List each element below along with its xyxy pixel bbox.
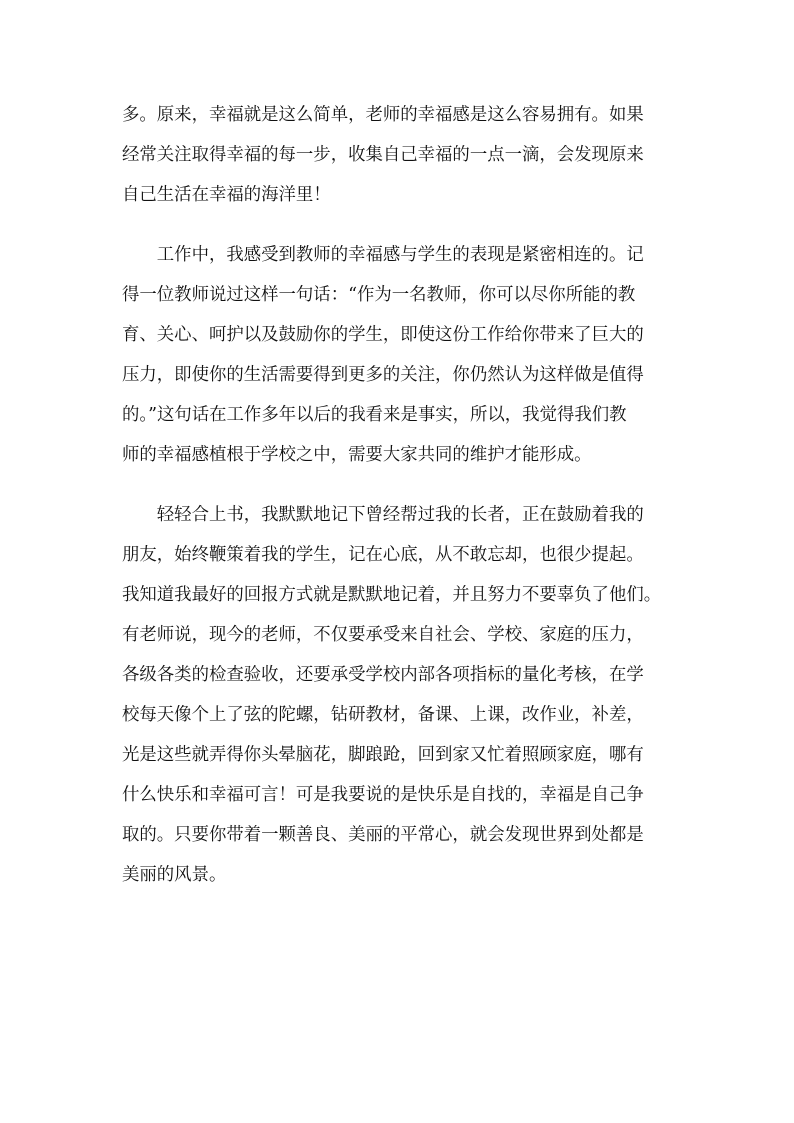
paragraph-2 xyxy=(122,235,682,475)
text-line: 的。”这句话在工作多年以后的我看来是事实，所以，我觉得我们教 xyxy=(122,405,627,425)
text-line: 师的幸福感植根于学校之中，需要大家共同的维护才能形成。 xyxy=(122,445,592,465)
paragraph-3 xyxy=(122,495,682,895)
text-line: 美丽的风景。 xyxy=(122,865,227,885)
text-line: 取的。只要你带着一颗善良、美丽的平常心，就会发现世界到处都是 xyxy=(122,825,644,845)
text-line: 多。原来，幸福就是这么简单，老师的幸福感是这么容易拥有。如果 xyxy=(122,105,644,125)
text-line: 朋友，始终鞭策着我的学生，记在心底，从不敢忘却，也很少提起。 xyxy=(122,545,644,565)
text-line: 有老师说，现今的老师，不仅要承受来自社会、学校、家庭的压力， xyxy=(122,625,644,645)
text-line: 轻轻合上书，我默默地记下曾经帮过我的长者，正在鼓励着我的 xyxy=(122,505,644,525)
text-line: 什么快乐和幸福可言！可是我要说的是快乐是自找的，幸福是自己争 xyxy=(122,785,644,805)
text-line: 我知道我最好的回报方式就是默默地记着，并且努力不要辜负了他们。 xyxy=(122,585,662,605)
text-line: 校每天像个上了弦的陀螺，钻研教材，备课、上课，改作业，补差， xyxy=(122,705,644,725)
text-line: 各级各类的检查验收，还要承受学校内部各项指标的量化考核，在学 xyxy=(122,665,644,685)
paragraph-1 xyxy=(122,95,682,215)
text-line: 压力，即使你的生活需要得到更多的关注，你仍然认为这样做是值得 xyxy=(122,365,644,385)
text-line: 自己生活在幸福的海洋里！ xyxy=(122,185,331,205)
text-line: 得一位教师说过这样一句话：“作为一名教师，你可以尽你所能的教 xyxy=(122,285,636,305)
text-line: 育、关心、呵护以及鼓励你的学生，即使这份工作给你带来了巨大的 xyxy=(122,325,644,345)
text-line: 经常关注取得幸福的每一步，收集自己幸福的一点一滴，会发现原来 xyxy=(122,145,644,165)
text-line: 工作中，我感受到教师的幸福感与学生的表现是紧密相连的。记 xyxy=(122,245,644,265)
text-line: 光是这些就弄得你头晕脑花，脚踉跄，回到家又忙着照顾家庭，哪有 xyxy=(122,745,644,765)
